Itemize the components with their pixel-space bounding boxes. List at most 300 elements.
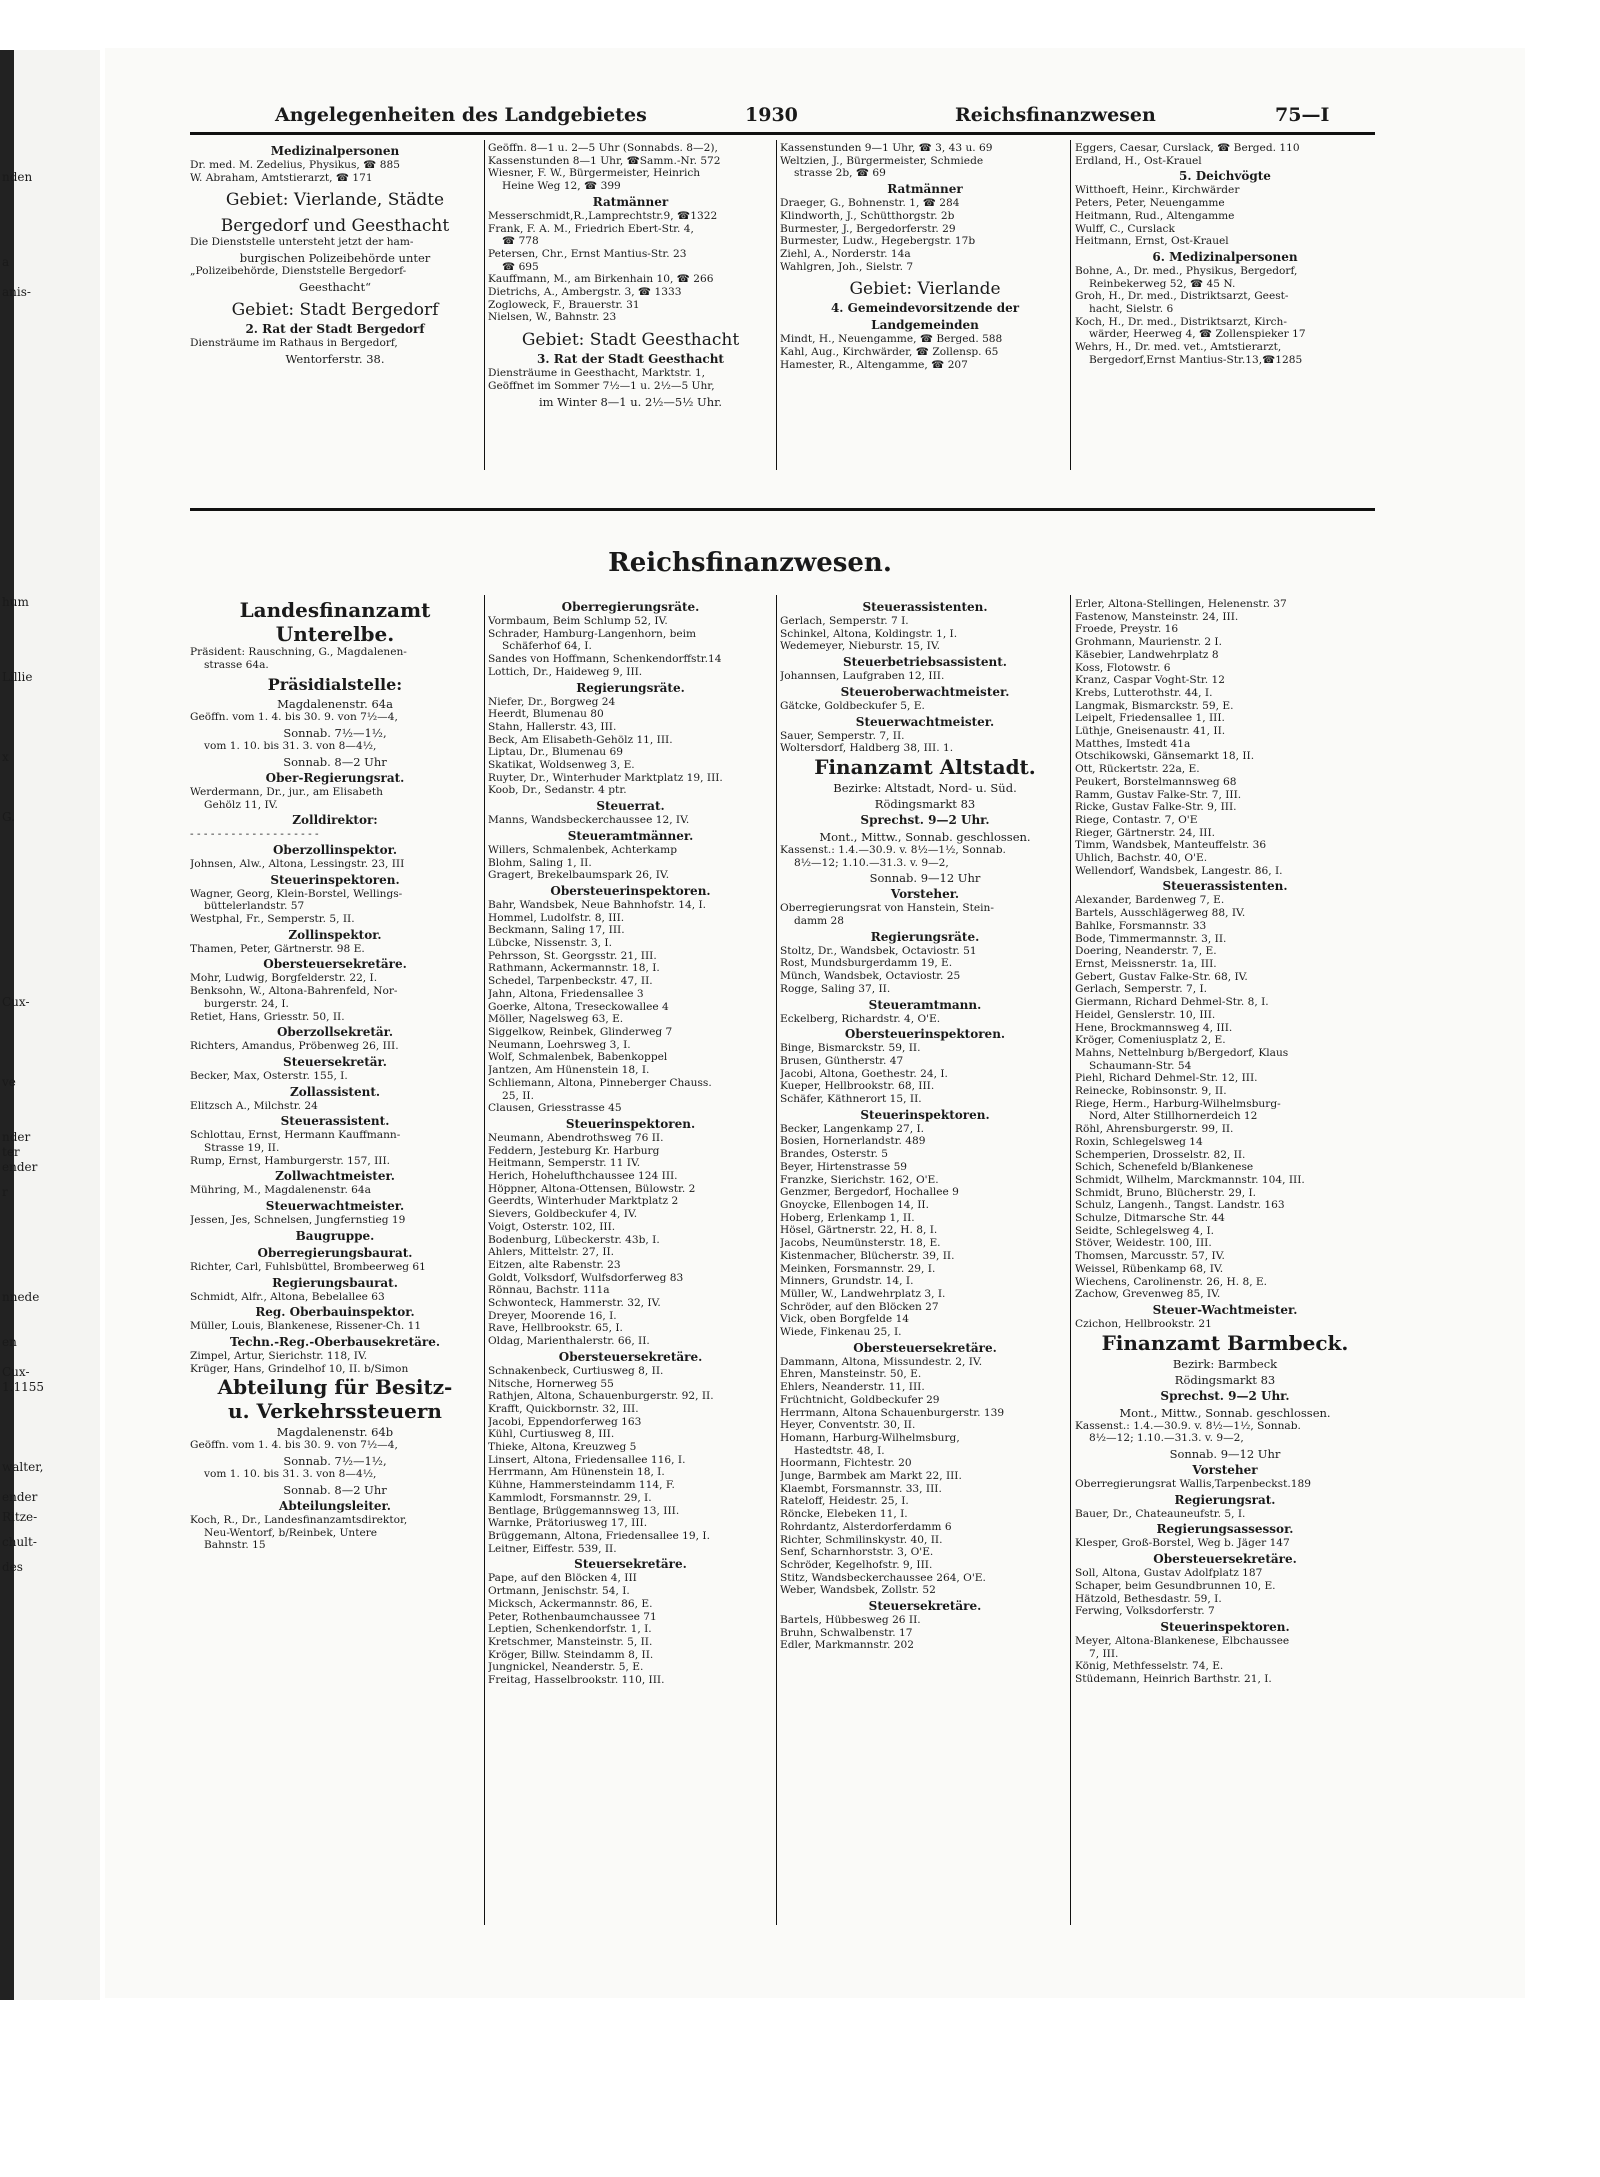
- directory-entry: Mahns, Nettelnburg b/Bergedorf, Klaus: [1075, 1046, 1289, 1059]
- directory-entry: Ott, Rückertstr. 22a, E.: [1075, 763, 1200, 776]
- directory-entry: Möller, Nagelsweg 63, E.: [488, 1013, 624, 1026]
- directory-entry: Bahlke, Forsmannstr. 33: [1075, 919, 1207, 932]
- col-divider: [484, 595, 485, 1925]
- directory-entry: Johnsen, Alw., Altona, Lessingstr. 23, III: [190, 857, 405, 870]
- directory-entry: Kretschmer, Mansteinstr. 5, II.: [488, 1635, 653, 1648]
- directory-entry: Doering, Neanderstr. 7, E.: [1075, 945, 1217, 958]
- directory-entry: Jacobi, Altona, Goethestr. 24, I.: [780, 1067, 948, 1080]
- directory-entry: Kassenst.: 1.4.—30.9. v. 8½—1½, Sonnab.: [1075, 1419, 1301, 1432]
- header-page: 75—I: [1275, 104, 1330, 126]
- directory-entry: Brandes, Osterstr. 5: [780, 1148, 888, 1161]
- directory-entry: Geöffnet im Sommer 7½—1 u. 2½—5 Uhr,: [488, 379, 715, 392]
- rank-heading: Sprechst. 9—2 Uhr.: [860, 812, 990, 827]
- directory-entry: Becker, Max, Osterstr. 155, I.: [190, 1069, 348, 1082]
- directory-entry: Edler, Markmannstr. 202: [780, 1639, 915, 1652]
- directory-entry: Schliemann, Altona, Pinneberger Chauss.: [488, 1076, 712, 1089]
- directory-entry: Thomsen, Marcusstr. 57, IV.: [1075, 1250, 1225, 1263]
- directory-entry: Weber, Wandsbek, Zollstr. 52: [780, 1584, 936, 1597]
- directory-entry: Diensträume im Rathaus in Bergedorf,: [190, 336, 398, 349]
- directory-entry: Weissel, Rübenkamp 68, IV.: [1075, 1262, 1224, 1275]
- directory-entry: Strasse 19, II.: [204, 1142, 280, 1155]
- directory-entry: Beyer, Hirtenstrasse 59: [780, 1160, 908, 1173]
- col-divider: [484, 140, 485, 470]
- directory-entry: Schäfer, Käthnerort 15, II.: [780, 1093, 922, 1106]
- directory-entry: Leitner, Eiffestr. 539, II.: [488, 1542, 617, 1555]
- directory-entry: Präsident: Rauschning, G., Magdalenen-: [190, 646, 407, 658]
- region-heading: Gebiet: Vierlande, Städte: [225, 190, 445, 211]
- col-divider: [1070, 595, 1071, 1925]
- region-heading: Gebiet: Stadt Geesthacht: [521, 330, 740, 351]
- directory-entry: Herich, Hohelufthchaussee 124 III.: [488, 1170, 678, 1183]
- rank-heading: Obersteuerinspektoren.: [550, 883, 711, 898]
- directory-entry: Ziehl, A., Norderstr. 14a: [780, 247, 911, 260]
- directory-entry: Dreyer, Moorende 16, I.: [488, 1309, 617, 1322]
- directory-entry: Eggers, Caesar, Curslack, ☎ Berged. 110: [1075, 142, 1300, 154]
- book-spine: [0, 50, 14, 2000]
- directory-entry: Kühl, Curtiusweg 8, III.: [488, 1428, 615, 1441]
- directory-entry: Timm, Wandsbek, Manteuffelstr. 36: [1075, 839, 1267, 852]
- rank-heading: Steuerrat.: [596, 799, 665, 814]
- rank-heading: Steuerbetriebsassistent.: [843, 655, 1007, 670]
- directory-entry: Oldag, Marienthalerstr. 66, II.: [488, 1335, 650, 1348]
- directory-entry: Schlottau, Ernst, Hermann Kauffmann-: [190, 1129, 401, 1142]
- directory-entry: Hommel, Ludolfstr. 8, III.: [488, 911, 625, 924]
- directory-entry: Herrmann, Am Hünenstein 18, I.: [488, 1466, 665, 1479]
- rank-heading: Regierungsräte.: [576, 680, 685, 695]
- directory-entry: Höppner, Altona-Ottensen, Bülowstr. 2: [488, 1182, 696, 1195]
- directory-entry: Gerlach, Semperstr. 7, I.: [1075, 983, 1208, 996]
- directory-entry: Müller, Louis, Blankenese, Rissener-Ch. 11: [190, 1320, 422, 1333]
- office-heading: u. Verkehrssteuern: [228, 1399, 442, 1424]
- directory-entry: Jantzen, Am Hünenstein 18, I.: [488, 1064, 650, 1077]
- directory-entry: Schedel, Tarpenbeckstr. 47, II.: [488, 975, 653, 988]
- directory-entry: Micksch, Ackermannstr. 86, E.: [488, 1597, 653, 1610]
- directory-entry: Vick, oben Borgfelde 14: [780, 1313, 910, 1326]
- rank-heading: Steueroberwachtmeister.: [840, 684, 1010, 699]
- office-info: Rödingsmarkt 83: [1174, 1372, 1276, 1387]
- directory-entry: Warnke, Prätoriusweg 17, III.: [488, 1517, 648, 1530]
- directory-entry: Hoormann, Fichtestr. 20: [780, 1457, 912, 1470]
- margin-fragment: Cux-: [2, 995, 30, 1009]
- margin-fragment: a: [2, 255, 10, 269]
- directory-entry: Thamen, Peter, Gärtnerstr. 98 E.: [190, 942, 365, 955]
- directory-entry: - - - - - - - - - - - - - - - - - - -: [190, 828, 319, 841]
- directory-entry: Voigt, Osterstr. 102, III.: [488, 1220, 616, 1233]
- margin-fragment: ender: [2, 1160, 38, 1174]
- directory-entry: Schinkel, Altona, Koldingstr. 1, I.: [780, 627, 958, 640]
- directory-entry: Kammlodt, Forsmannstr. 29, I.: [488, 1491, 652, 1504]
- rank-heading: Obersteuersekretäre.: [853, 1340, 997, 1355]
- directory-entry: Bahnstr. 15: [204, 1539, 266, 1552]
- directory-entry: strasse 64a.: [204, 658, 269, 671]
- directory-entry: Schaumann-Str. 54: [1089, 1059, 1192, 1072]
- directory-entry: Kassenstunden 9—1 Uhr, ☎ 3, 43 u. 69: [780, 142, 993, 154]
- directory-entry: W. Abraham, Amtstierarzt, ☎ 171: [190, 171, 373, 184]
- directory-entry: Kranz, Caspar Voght-Str. 12: [1075, 674, 1225, 687]
- directory-entry: strasse 2b, ☎ 69: [794, 167, 886, 180]
- directory-entry: Neumann, Abendrothsweg 76 II.: [488, 1131, 664, 1144]
- directory-entry: Gragert, Brekelbaumspark 26, IV.: [488, 869, 670, 882]
- directory-entry: Rohrdantz, Alsterdorferdamm 6: [780, 1520, 952, 1533]
- directory-entry: Schulze, Ditmarsche Str. 44: [1075, 1212, 1225, 1225]
- directory-entry: Richter, Schmilinskystr. 40, II.: [780, 1533, 943, 1546]
- directory-entry: Rateloff, Heidestr. 25, I.: [780, 1495, 909, 1508]
- directory-entry: Zachow, Grevenweg 85, IV.: [1075, 1288, 1221, 1301]
- margin-fragment: hum: [2, 595, 29, 609]
- directory-entry: Leptien, Schenkendorfstr. 1, I.: [488, 1623, 652, 1636]
- directory-entry: Rogge, Saling 37, II.: [780, 982, 891, 995]
- directory-entry: Wiesner, F. W., Bürgermeister, Heinrich: [488, 167, 701, 180]
- directory-entry: Hastedtstr. 48, I.: [794, 1444, 885, 1457]
- directory-entry: Heine Weg 12, ☎ 399: [502, 180, 621, 193]
- office-info: im Winter 8—1 u. 2½—5½ Uhr.: [538, 394, 723, 409]
- rank-heading: Steuerinspektoren.: [270, 872, 400, 887]
- rank-heading: Vorsteher.: [890, 887, 960, 902]
- directory-entry: Freitag, Hasselbrookstr. 110, III.: [488, 1674, 665, 1687]
- directory-entry: Goerke, Altona, Treseckowallee 4: [488, 1000, 669, 1013]
- directory-entry: Jacobi, Eppendorferweg 163: [488, 1415, 642, 1428]
- directory-entry: Beck, Am Elisabeth-Gehölz 11, III.: [488, 733, 673, 746]
- directory-entry: Liptau, Dr., Blumenau 69: [488, 746, 623, 759]
- rank-heading: Zollassistent.: [289, 1084, 381, 1099]
- directory-entry: Früchtnicht, Goldbeckufer 29: [780, 1393, 940, 1406]
- directory-entry: Röhl, Ahrensburgerstr. 99, II.: [1075, 1123, 1234, 1136]
- office-heading: Finanzamt Altstadt.: [814, 754, 1036, 779]
- directory-entry: Genzmer, Bergedorf, Hochallee 9: [780, 1186, 959, 1199]
- rank-heading: Ratmänner: [887, 182, 963, 197]
- directory-entry: ☎ 778: [502, 235, 539, 248]
- directory-entry: Burmester, J., Bergedorferstr. 29: [780, 222, 956, 235]
- directory-entry: Otschikowski, Gänsemarkt 18, II.: [1075, 750, 1255, 763]
- office-heading: Abteilung für Besitz-: [217, 1375, 453, 1400]
- rank-heading: Reg. Oberbauinspektor.: [255, 1305, 415, 1320]
- top-column-3: [780, 142, 1070, 371]
- office-heading: Finanzamt Barmbeck.: [1101, 1330, 1349, 1355]
- office-info: Sonnab. 8—2 Uhr: [283, 1482, 387, 1497]
- directory-entry: Mindt, H., Neuengamme, ☎ Berged. 588: [780, 333, 1003, 346]
- directory-entry: Schulz, Langenh., Tangst. Landstr. 163: [1075, 1199, 1285, 1212]
- directory-entry: Nord, Alter Stillhornerdeich 12: [1089, 1110, 1258, 1123]
- section-title: Reichsfinanzwesen.: [608, 548, 892, 578]
- margin-fragment: ve: [2, 1075, 16, 1089]
- directory-entry: Schmidt, Bruno, Blücherstr. 29, I.: [1075, 1186, 1257, 1199]
- rank-heading: Regierungsrat.: [1174, 1492, 1276, 1507]
- directory-entry: Lüthje, Gneisenaustr. 41, II.: [1075, 725, 1226, 738]
- office-heading: Landesfinanzamt: [239, 598, 431, 622]
- directory-entry: Heyer, Conventstr. 30, II.: [780, 1419, 916, 1432]
- directory-entry: Hösel, Gärtnerstr. 22, H. 8, I.: [780, 1224, 938, 1237]
- top-column-4: [1075, 142, 1375, 367]
- directory-entry: Schrader, Hamburg-Langenhorn, beim: [488, 627, 697, 640]
- directory-entry: Draeger, G., Bohnenstr. 1, ☎ 284: [780, 197, 960, 210]
- rank-heading: Obersteuersekretäre.: [263, 957, 407, 972]
- rank-heading: Steuersekretäre.: [574, 1557, 687, 1572]
- directory-entry: Kahl, Aug., Kirchwärder, ☎ Zollensp. 65: [780, 346, 999, 359]
- directory-entry: Schemperien, Drosselstr. 82, II.: [1075, 1148, 1246, 1161]
- directory-entry: Röncke, Elebeken 11, I.: [780, 1508, 908, 1521]
- directory-entry: Junge, Barmbek am Markt 22, III.: [780, 1470, 962, 1483]
- directory-entry: Gätcke, Goldbeckufer 5, E.: [780, 699, 925, 712]
- directory-entry: Stüdemann, Heinrich Barthstr. 21, I.: [1075, 1673, 1272, 1686]
- directory-entry: Reinecke, Robinsonstr. 9, II.: [1075, 1085, 1227, 1098]
- directory-entry: Schnakenbeck, Curtiusweg 8, II.: [488, 1364, 664, 1377]
- directory-entry: Matthes, Imstedt 41a: [1075, 737, 1191, 750]
- directory-entry: Bentlage, Brüggemannsweg 13, III.: [488, 1504, 680, 1517]
- directory-entry: Schäferhof 64, I.: [502, 640, 592, 653]
- margin-fragment: ender: [2, 1490, 38, 1504]
- rank-heading: Steuerwachtmeister.: [855, 714, 995, 729]
- directory-entry: Kröger, Comeniusplatz 2, E.: [1075, 1034, 1226, 1047]
- directory-entry: Erdland, H., Ost-Krauel: [1075, 154, 1202, 167]
- directory-entry: Dr. med. M. Zedelius, Physikus, ☎ 885: [190, 159, 400, 171]
- directory-entry: Reinbekerweg 52, ☎ 45 N.: [1089, 277, 1236, 290]
- directory-entry: büttelerlandstr. 57: [204, 900, 305, 913]
- office-info: Bezirke: Altstadt, Nord- u. Süd.: [833, 780, 1017, 795]
- office-info: Magdalenenstr. 64a: [277, 697, 393, 712]
- office-info: Sonnab. 9—12 Uhr: [869, 871, 981, 886]
- directory-entry: Müller, W., Landwehrplatz 3, I.: [780, 1287, 946, 1300]
- directory-entry: Lottich, Dr., Haideweg 9, III.: [488, 665, 643, 678]
- directory-entry: Kistenmacher, Blücherstr. 39, II.: [780, 1249, 955, 1262]
- directory-entry: Rump, Ernst, Hamburgerstr. 157, III.: [190, 1154, 390, 1167]
- directory-entry: Heitmann, Rud., Altengamme: [1075, 209, 1235, 222]
- directory-entry: Brüggemann, Altona, Friedensallee 19, I.: [488, 1530, 710, 1542]
- directory-entry: Piehl, Richard Dehmel-Str. 12, III.: [1075, 1072, 1258, 1085]
- directory-entry: Wedemeyer, Nieburstr. 15, IV.: [780, 640, 941, 653]
- directory-entry: Ruyter, Dr., Winterhuder Marktplatz 19, III.: [488, 771, 723, 784]
- directory-entry: Binge, Bismarckstr. 59, II.: [780, 1042, 921, 1055]
- rank-heading: Steueramtmänner.: [567, 828, 694, 843]
- directory-entry: Sandes von Hoffmann, Schenkendorffstr.14: [488, 653, 722, 666]
- directory-entry: Rave, Hellbrookstr. 65, I.: [488, 1322, 623, 1335]
- directory-entry: Ehren, Mansteinstr. 50, E.: [780, 1368, 922, 1381]
- rank-heading: Steuersekretäre.: [868, 1599, 982, 1614]
- directory-entry: Fastenow, Mansteinstr. 24, III.: [1075, 610, 1239, 623]
- directory-entry: Jacobs, Neumünsterstr. 18, E.: [780, 1237, 941, 1250]
- rank-heading: Regierungsassessor.: [1156, 1522, 1294, 1537]
- body-column-4: [1075, 598, 1375, 1686]
- rank-heading: Zollwachtmeister.: [275, 1169, 395, 1184]
- directory-entry: Geerdts, Winterhuder Marktplatz 2: [488, 1195, 679, 1208]
- directory-entry: Johannsen, Laufgraben 12, III.: [780, 670, 945, 683]
- directory-entry: Mühring, M., Magdalenenstr. 64a: [190, 1184, 371, 1197]
- rank-heading: Medizinalpersonen: [270, 144, 400, 158]
- rank-heading: Ober-Regierungsrat.: [265, 770, 405, 785]
- directory-entry: Jungnickel, Neanderstr. 5, E.: [488, 1661, 644, 1674]
- office-info: Mont., Mittw., Sonnab. geschlossen.: [819, 829, 1031, 844]
- top-column-2: [488, 142, 773, 409]
- directory-entry: Stoltz, Dr., Wandsbek, Octaviostr. 51: [780, 944, 977, 957]
- rank-heading: Vorsteher: [1192, 1463, 1258, 1478]
- directory-entry: Becker, Langenkamp 27, I.: [780, 1122, 925, 1135]
- directory-entry: Ramm, Gustav Falke-Str. 7, III.: [1075, 788, 1242, 801]
- directory-entry: Niefer, Dr., Borgweg 24: [488, 695, 616, 708]
- directory-entry: Bartels, Hübbesweg 26 II.: [780, 1614, 921, 1627]
- directory-entry: Westphal, Fr., Semperstr. 5, II.: [190, 913, 355, 926]
- directory-entry: 7, III.: [1089, 1647, 1119, 1660]
- rank-heading: Steuerassistent.: [280, 1114, 390, 1129]
- directory-entry: Hene, Brockmannsweg 4, III.: [1075, 1021, 1233, 1034]
- rank-heading: Obersteuersekretäre.: [1153, 1552, 1297, 1567]
- directory-entry: Riege, Herm., Harburg-Wilhelmsburg-: [1075, 1097, 1281, 1110]
- directory-entry: Schmidt, Alfr., Altona, Bebelallee 63: [190, 1290, 385, 1303]
- directory-entry: Willers, Schmalenbek, Achterkamp: [488, 843, 677, 856]
- directory-entry: Clausen, Griesstrasse 45: [488, 1102, 622, 1115]
- directory-entry: Rost, Mundsburgerdamm 19, E.: [780, 957, 953, 970]
- directory-entry: Krüger, Hans, Grindelhof 10, II. b/Simon: [190, 1362, 409, 1375]
- directory-entry: Wulff, C., Curslack: [1075, 222, 1175, 235]
- rank-heading: Abteilungsleiter.: [279, 1498, 391, 1513]
- directory-entry: 25, II.: [502, 1089, 534, 1102]
- rank-heading: Baugruppe.: [295, 1228, 375, 1243]
- directory-entry: Hätzold, Bethesdastr. 59, I.: [1075, 1592, 1222, 1605]
- directory-entry: Wahlgren, Joh., Sielstr. 7: [780, 260, 914, 273]
- directory-entry: Zimpel, Artur, Sierichstr. 118, IV.: [190, 1349, 368, 1362]
- rank-heading: Zolldirektor:: [292, 813, 378, 828]
- directory-entry: Homann, Harburg-Wilhelmsburg,: [780, 1431, 960, 1444]
- rank-heading: Steuerinspektoren.: [1160, 1620, 1290, 1634]
- office-info: Sonnab. 9—12 Uhr: [1169, 1447, 1281, 1462]
- directory-entry: Koss, Flotowstr. 6: [1075, 661, 1171, 674]
- directory-entry: Geöffn. vom 1. 4. bis 30. 9. von 7½—4,: [190, 1439, 398, 1452]
- margin-fragment: chult-: [2, 1535, 37, 1549]
- directory-entry: Ernst, Meissnerstr. 1a, III.: [1075, 957, 1217, 970]
- directory-entry: Langmak, Bismarckstr. 59, E.: [1075, 699, 1234, 712]
- directory-entry: Neu-Wentorf, b/Reinbek, Untere: [204, 1526, 378, 1539]
- directory-entry: Peukert, Borstelmannsweg 68: [1075, 775, 1237, 788]
- margin-fragment: x: [2, 750, 9, 764]
- directory-entry: Ferwing, Volksdorferstr. 7: [1075, 1605, 1215, 1618]
- directory-entry: Blohm, Saling 1, II.: [488, 856, 592, 869]
- directory-entry: Bergedorf,Ernst Mantius-Str.13,☎1285: [1089, 353, 1303, 366]
- directory-entry: Beckmann, Saling 17, III.: [488, 924, 625, 937]
- directory-entry: Kühne, Hammersteindamm 114, F.: [488, 1479, 675, 1492]
- directory-entry: Frank, F. A. M., Friedrich Ebert-Str. 4,: [488, 222, 694, 235]
- margin-fragment: anis-: [2, 285, 31, 299]
- directory-entry: Bartels, Ausschlägerweg 88, IV.: [1075, 907, 1246, 920]
- directory-entry: Senf, Scharnhorststr. 3, O'E.: [780, 1546, 934, 1559]
- rank-heading: Steueramtmann.: [868, 997, 982, 1012]
- directory-entry: burgerstr. 24, I.: [204, 997, 289, 1010]
- directory-entry: Krafft, Quickbornstr. 32, III.: [488, 1402, 639, 1415]
- directory-entry: Heitmann, Ernst, Ost-Krauel: [1075, 235, 1229, 248]
- col-divider: [776, 595, 777, 1925]
- directory-entry: Roxin, Schlegelsweg 14: [1075, 1135, 1203, 1148]
- directory-entry: Kueper, Hellbrookstr. 68, III.: [780, 1080, 935, 1093]
- margin-fragment: r: [2, 1185, 8, 1199]
- region-heading: Gebiet: Vierlande: [849, 279, 1001, 300]
- directory-entry: Bode, Timmermannstr. 3, II.: [1075, 932, 1227, 945]
- directory-entry: Peters, Peter, Neuengamme: [1075, 197, 1225, 210]
- directory-entry: Bosien, Hornerlandstr. 489: [780, 1135, 926, 1148]
- directory-entry: Heidel, Genslerstr. 10, III.: [1075, 1008, 1216, 1021]
- rank-heading: 5. Deichvögte: [1179, 169, 1271, 184]
- directory-entry: Skatikat, Woldsenweg 3, E.: [488, 759, 635, 772]
- rank-heading: Landgemeinden: [871, 318, 979, 333]
- rank-heading: Regierungsbaurat.: [272, 1275, 398, 1290]
- rank-heading: Steuerinspektoren.: [860, 1107, 990, 1122]
- directory-entry: Eitzen, alte Rabenstr. 23: [488, 1258, 621, 1271]
- directory-entry: Thieke, Altona, Kreuzweg 5: [488, 1441, 637, 1454]
- directory-entry: Pape, auf den Blöcken 4, III: [488, 1572, 637, 1585]
- directory-entry: Weltzien, J., Bürgermeister, Schmiede: [780, 154, 984, 167]
- directory-entry: 8½—12; 1.10.—31.3. v. 9—2,: [794, 856, 949, 869]
- rank-heading: Obersteuerinspektoren.: [844, 1027, 1006, 1042]
- directory-entry: Schröder, Kegelhofstr. 9, III.: [780, 1558, 933, 1571]
- rank-heading: Steuer-Wachtmeister.: [1152, 1302, 1298, 1317]
- office-info: burgischen Polizeibehörde unter: [239, 251, 431, 266]
- header-right: Reichsfinanzwesen: [955, 104, 1156, 126]
- directory-entry: „Polizeibehörde, Dienststelle Bergedorf-: [190, 265, 407, 278]
- rank-heading: Zollinspektor.: [288, 927, 382, 942]
- directory-entry: Benksohn, W., Altona-Bahrenfeld, Nor-: [190, 985, 398, 998]
- directory-entry: Bodenburg, Lübeckerstr. 43b, I.: [488, 1233, 660, 1246]
- directory-entry: Nitsche, Hornerweg 55: [488, 1377, 614, 1390]
- directory-entry: Wiechens, Carolinenstr. 26, H. 8, E.: [1075, 1275, 1268, 1288]
- directory-entry: Krebs, Lutterothstr. 44, I.: [1075, 686, 1213, 699]
- office-heading: Unterelbe.: [275, 622, 395, 646]
- directory-entry: Groh, H., Dr. med., Distriktsarzt, Geest-: [1075, 290, 1289, 303]
- directory-entry: Soll, Altona, Gustav Adolfplatz 187: [1075, 1567, 1263, 1580]
- region-heading: Bergedorf und Geesthacht: [220, 216, 450, 237]
- directory-entry: ☎ 695: [502, 260, 539, 273]
- directory-entry: Meinken, Forsmannstr. 29, I.: [780, 1262, 936, 1275]
- directory-entry: Oberregierungsrat Wallis,Tarpenbeckst.189: [1075, 1478, 1311, 1491]
- rank-heading: Oberzollinspektor.: [272, 842, 398, 857]
- margin-fragment: en: [2, 1335, 17, 1349]
- directory-entry: Linsert, Altona, Friedensallee 116, I.: [488, 1453, 686, 1466]
- directory-entry: Petersen, Chr., Ernst Mantius-Str. 23: [488, 247, 687, 260]
- margin-fragment: Lillie: [2, 670, 33, 684]
- directory-entry: Zogloweck, F., Brauerstr. 31: [488, 298, 640, 311]
- margin-fragment: Ritze-: [2, 1510, 38, 1524]
- margin-fragment: des: [2, 1560, 23, 1574]
- directory-entry: Ahlers, Mittelstr. 27, II.: [488, 1246, 615, 1259]
- top-column-1: [190, 142, 480, 366]
- rank-heading: 4. Gemeindevorsitzende der: [830, 301, 1020, 316]
- directory-entry: Peter, Rothenbaumchaussee 71: [488, 1610, 657, 1623]
- directory-entry: Rathmann, Ackermannstr. 18, I.: [488, 962, 660, 975]
- directory-entry: Wehrs, H., Dr. med. vet., Amtstierarzt,: [1075, 341, 1282, 354]
- directory-entry: Feddern, Jesteburg Kr. Harburg: [488, 1144, 660, 1157]
- directory-entry: Wolf, Schmalenbek, Babenkoppel: [488, 1051, 668, 1064]
- directory-entry: Brusen, Güntherstr. 47: [780, 1054, 904, 1067]
- office-info: Mont., Mittw., Sonnab. geschlossen.: [1119, 1405, 1331, 1420]
- rank-heading: Obersteuersekretäre.: [558, 1349, 703, 1364]
- directory-entry: Mohr, Ludwig, Borgfelderstr. 22, I.: [190, 972, 378, 985]
- directory-entry: Sauer, Semperstr. 7, II.: [780, 729, 905, 742]
- directory-entry: Klaembt, Forsmannstr. 33, III.: [780, 1482, 942, 1495]
- margin-fragment: nden: [2, 170, 33, 184]
- directory-entry: Stitz, Wandsbeckerchaussee 264, O'E.: [780, 1571, 986, 1584]
- directory-entry: Eckelberg, Richardstr. 4, O'E.: [780, 1012, 941, 1025]
- directory-entry: Käsebier, Landwehrplatz 8: [1075, 648, 1219, 661]
- directory-entry: Richter, Carl, Fuhlsbüttel, Brombeerweg 61: [190, 1260, 426, 1273]
- office-info: Magdalenenstr. 64b: [276, 1425, 394, 1440]
- directory-entry: Richters, Amandus, Pröbenweg 26, III.: [190, 1040, 399, 1053]
- margin-fragment: 1.1155: [2, 1380, 44, 1394]
- rank-heading: Oberregierungsräte.: [561, 600, 700, 614]
- directory-entry: Gebert, Gustav Falke-Str. 68, IV.: [1075, 970, 1248, 983]
- directory-entry: Kröger, Billw. Steindamm 8, II.: [488, 1648, 654, 1661]
- directory-entry: Bauer, Dr., Chateauneufstr. 5, I.: [1075, 1507, 1246, 1520]
- directory-entry: Bruhn, Schwalbenstr. 17: [780, 1626, 913, 1639]
- directory-entry: Uhlich, Bachstr. 40, O'E.: [1075, 852, 1208, 865]
- rank-heading: Steuerassistenten.: [1162, 879, 1288, 894]
- directory-entry: Werdermann, Dr., jur., am Elisabeth: [190, 785, 383, 798]
- directory-entry: Jessen, Jes, Schnelsen, Jungfernstieg 19: [190, 1214, 406, 1227]
- office-info: Sonnab. 7½—1½,: [283, 1454, 387, 1469]
